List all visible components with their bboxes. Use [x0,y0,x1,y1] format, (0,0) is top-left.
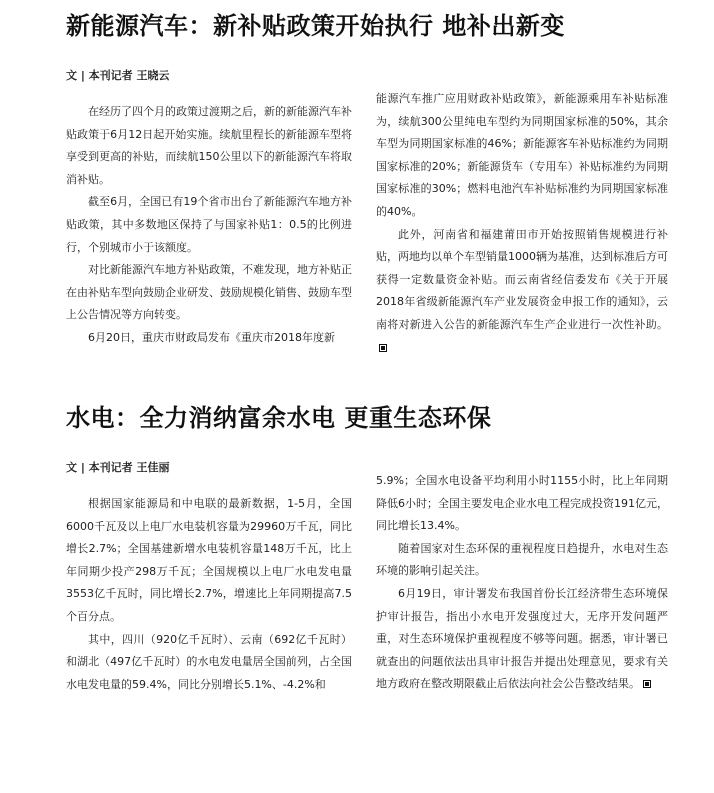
article-title: 新能源汽车：新补贴政策开始执行 地补出新变 [66,12,565,40]
paragraph [376,583,668,696]
article-1-right-column [376,88,668,359]
paragraph-text: 6月19日，审计署发布我国首份长江经济带生态环境保护审计报告，指出小水电开发强度过大，无序开发问题严重，对生态环境保护重视程度不够等问题。据悉，审计署已就查出的问题依法出具审计报告并提出处理意见，要求有关地方政府在整改期限截止后依法向社会公告整改结果。 [376,586,668,691]
paragraph [376,224,668,360]
left-column [66,101,352,350]
paragraph: 在经历了四个月的政策过渡期之后，新的新能源汽车补贴政策于6月12日起开始实施。续航里程长的新能源车型将享受到更高的补贴，而续航150公里以下的新能源汽车将取消补贴。 [66,105,352,186]
paragraph: 随着国家对生态环保的重视程度日趋提升，水电对生态环境的影响引起关注。 [376,541,668,578]
paragraph: 根据国家能源局和中电联的最新数据，1-5月，全国6000千瓦及以上电厂水电装机容量为29960万千瓦，同比增长2.7%；全国基建新增水电装机容量148万千瓦，比上年同期少投产298万千瓦；全国规模以上电厂水电发电量3553亿千瓦时，同比增长2.7%，增速比上年同期提高7.5个百分点。 [66,497,352,623]
end-of-article-icon [643,680,651,688]
paragraph: 对比新能源汽车地方补贴政策，不难发现，地方补贴正在由补贴车型向鼓励企业研发、鼓励规模化销售、鼓励车型上公告情况等方向转变。 [66,263,352,322]
paragraph-continued: 5.9%；全国水电设备平均利用小时1155小时，比上年同期降低6小时；全国主要发电企业水电工程完成投资191亿元，同比增长13.4%。 [376,474,668,533]
paragraph-text: 此外，河南省和福建莆田市开始按照销售规模进行补贴，两地均以单个车型销量1000辆为基准，达到标准后方可获得一定数量资金补贴。而云南省经信委发布《关于开展2018年省级新能源汽车产业发展资金申报工作的通知》，云南将对新进入公告的新能源汽车生产企业进行一次性补助。 [376,227,668,331]
paragraph-continued: 能源汽车推广应用财政补贴政策》，新能源乘用车补贴标准为，续航300公里纯电车型约为同期国家标准的50%，其余车型为同期国家标准的46%；新能源客车补贴标准约为同期国家标准的20%；新能源货车（专用车）补贴标准约为同期国家标准的30%；燃料电池汽车补贴标准约为同期国家标准的40%。 [376,92,668,218]
article-byline: 文 | 本刊记者 王佳丽 [66,461,170,474]
paragraph: 其中，四川（920亿千瓦时）、云南（692亿千瓦时）和湖北（497亿千瓦时）的水电发电量居全国前列，占全国水电发电量的59.4%，同比分别增长5.1%、-4.2%和 [66,632,352,691]
paragraph: 6月20日，重庆市财政局发布《重庆市2018年度新 [88,330,335,344]
article-byline: 文 | 本刊记者 王晓云 [66,69,170,82]
left-column [66,493,352,696]
end-of-article-icon [379,344,387,352]
article-2-right-column [376,470,668,696]
paragraph: 截至6月，全国已有19个省市出台了新能源汽车地方补贴政策，其中多数地区保持了与国家补贴1：0.5的比例进行，个别城市小于该额度。 [66,195,352,254]
article-title: 水电：全力消纳富余水电 更重生态环保 [66,404,492,432]
